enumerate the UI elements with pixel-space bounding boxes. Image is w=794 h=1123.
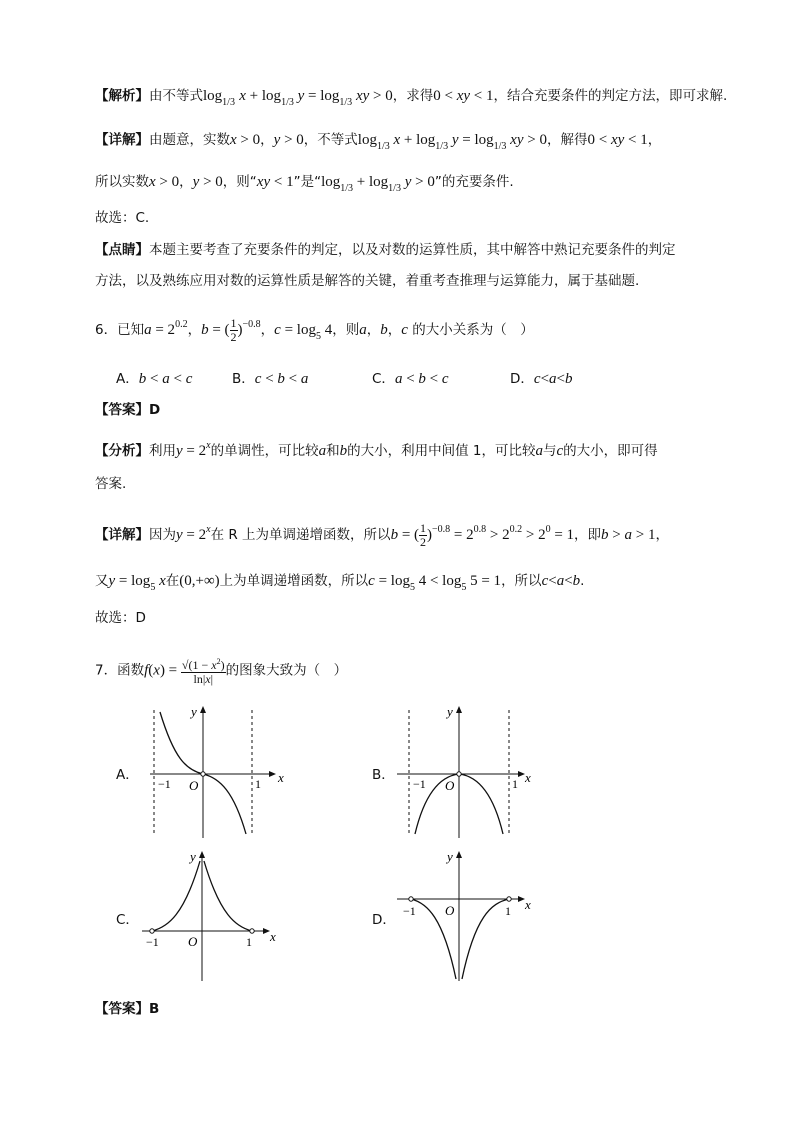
- q6-option-a[interactable]: A．b < a < c: [116, 371, 193, 387]
- tick-neg-one: −1: [413, 777, 426, 791]
- tick-one: 1: [255, 777, 261, 791]
- q6-detail: 【详解】因为$y = 2^x$在 R 上为单调递增函数，所以b = ( $\frac{1}{2}$ )$^{-0.8} = 2^{0.8} > 2^{0.2} > 2^0 = 1$，即b > a > 1，: [95, 520, 669, 549]
- q7-label-b[interactable]: B．: [372, 767, 395, 783]
- tick-one: 1: [246, 935, 252, 949]
- tick-one: 1: [505, 904, 511, 918]
- q7-graph-d: [395, 845, 545, 985]
- q7-graph-c: [138, 845, 288, 985]
- q5-analysis: 【解析】由不等式$\log_{1/3} x + \log_{1/3} y = \log_{1/3}$ xy > 0，求得0 < xy < 1，结合充要条件的判定方法，即可求解.: [95, 88, 728, 108]
- origin-label: O: [189, 778, 199, 793]
- origin-label: O: [445, 778, 455, 793]
- q6-analysis-2: 答案.: [95, 476, 127, 492]
- q6-choose: 故选：D: [95, 610, 146, 626]
- q6-option-d[interactable]: D．c<a<b: [510, 371, 573, 387]
- tick-neg-one: −1: [146, 935, 159, 949]
- q5-comment-1: 【点睛】本题主要考查了充要条件的判定，以及对数的运算性质，其中解答中熟记充要条件的判定: [95, 242, 676, 258]
- q6-answer: 【答案】D: [95, 402, 161, 418]
- q6-option-b[interactable]: B．c < b < a: [232, 371, 309, 387]
- axis-y-label: y: [190, 849, 196, 864]
- q5-conclusion: 所以实数x > 0，y > 0，则“xy < 1”是“$\log_{1/3} + \log_{1/3} y > 0$”的充要条件.: [95, 174, 514, 194]
- origin-label: O: [188, 934, 198, 949]
- tick-neg-one: −1: [158, 777, 171, 791]
- origin-label: O: [445, 903, 455, 918]
- q6-detail-2: 又$y = \log_5 x$在(0,+∞)上为单调递增函数，所以$c = \log_5 4 < \log_5 5 = 1$，所以c<a<b.: [95, 573, 585, 593]
- q6-stem: 6．已知$a = 2^{0.2}$，b = ( $\frac{1}{2}$ )$^{-0.8}$，$c = \log_5 4$，则a，b，c 的大小关系为（ ）: [95, 315, 534, 344]
- q7-answer: 【答案】B: [95, 1001, 160, 1017]
- tick-neg-one: −1: [403, 904, 416, 918]
- q7-label-a[interactable]: A．: [116, 767, 139, 783]
- tick-one: 1: [512, 777, 518, 791]
- q7-stem: 7．函数f(x) = $\frac{√(1 - x^2)}{\ln|x|}$ 的图象大致为（ ）: [95, 657, 348, 686]
- q6-analysis: 【分析】利用$y = 2^x$的单调性，可比较a和b的大小，利用中间值 1，可比较a与c的大小，即可得: [95, 440, 658, 459]
- axis-x-label: x: [525, 770, 531, 785]
- axis-x-label: x: [525, 897, 531, 912]
- q5-detail: 【详解】由题意，实数x > 0，y > 0，不等式$\log_{1/3} x + \log_{1/3} y = \log_{1/3}$ xy > 0，解得0 < xy < 1，: [95, 132, 662, 152]
- q7-graph-b: [395, 700, 545, 840]
- q7-label-c[interactable]: C．: [116, 912, 139, 928]
- axis-x-label: x: [270, 929, 276, 944]
- axis-y-label: y: [447, 704, 453, 719]
- q6-option-c[interactable]: C．a < b < c: [372, 371, 449, 387]
- q7-label-d[interactable]: D．: [372, 912, 396, 928]
- axis-x-label: x: [278, 770, 284, 785]
- q5-comment-2: 方法，以及熟练应用对数的运算性质是解答的关键，着重考查推理与运算能力，属于基础题.: [95, 273, 640, 289]
- q5-choose: 故选：C.: [95, 210, 150, 226]
- q7-graph-a: [138, 700, 288, 840]
- axis-y-label: y: [447, 849, 453, 864]
- axis-y-label: y: [191, 704, 197, 719]
